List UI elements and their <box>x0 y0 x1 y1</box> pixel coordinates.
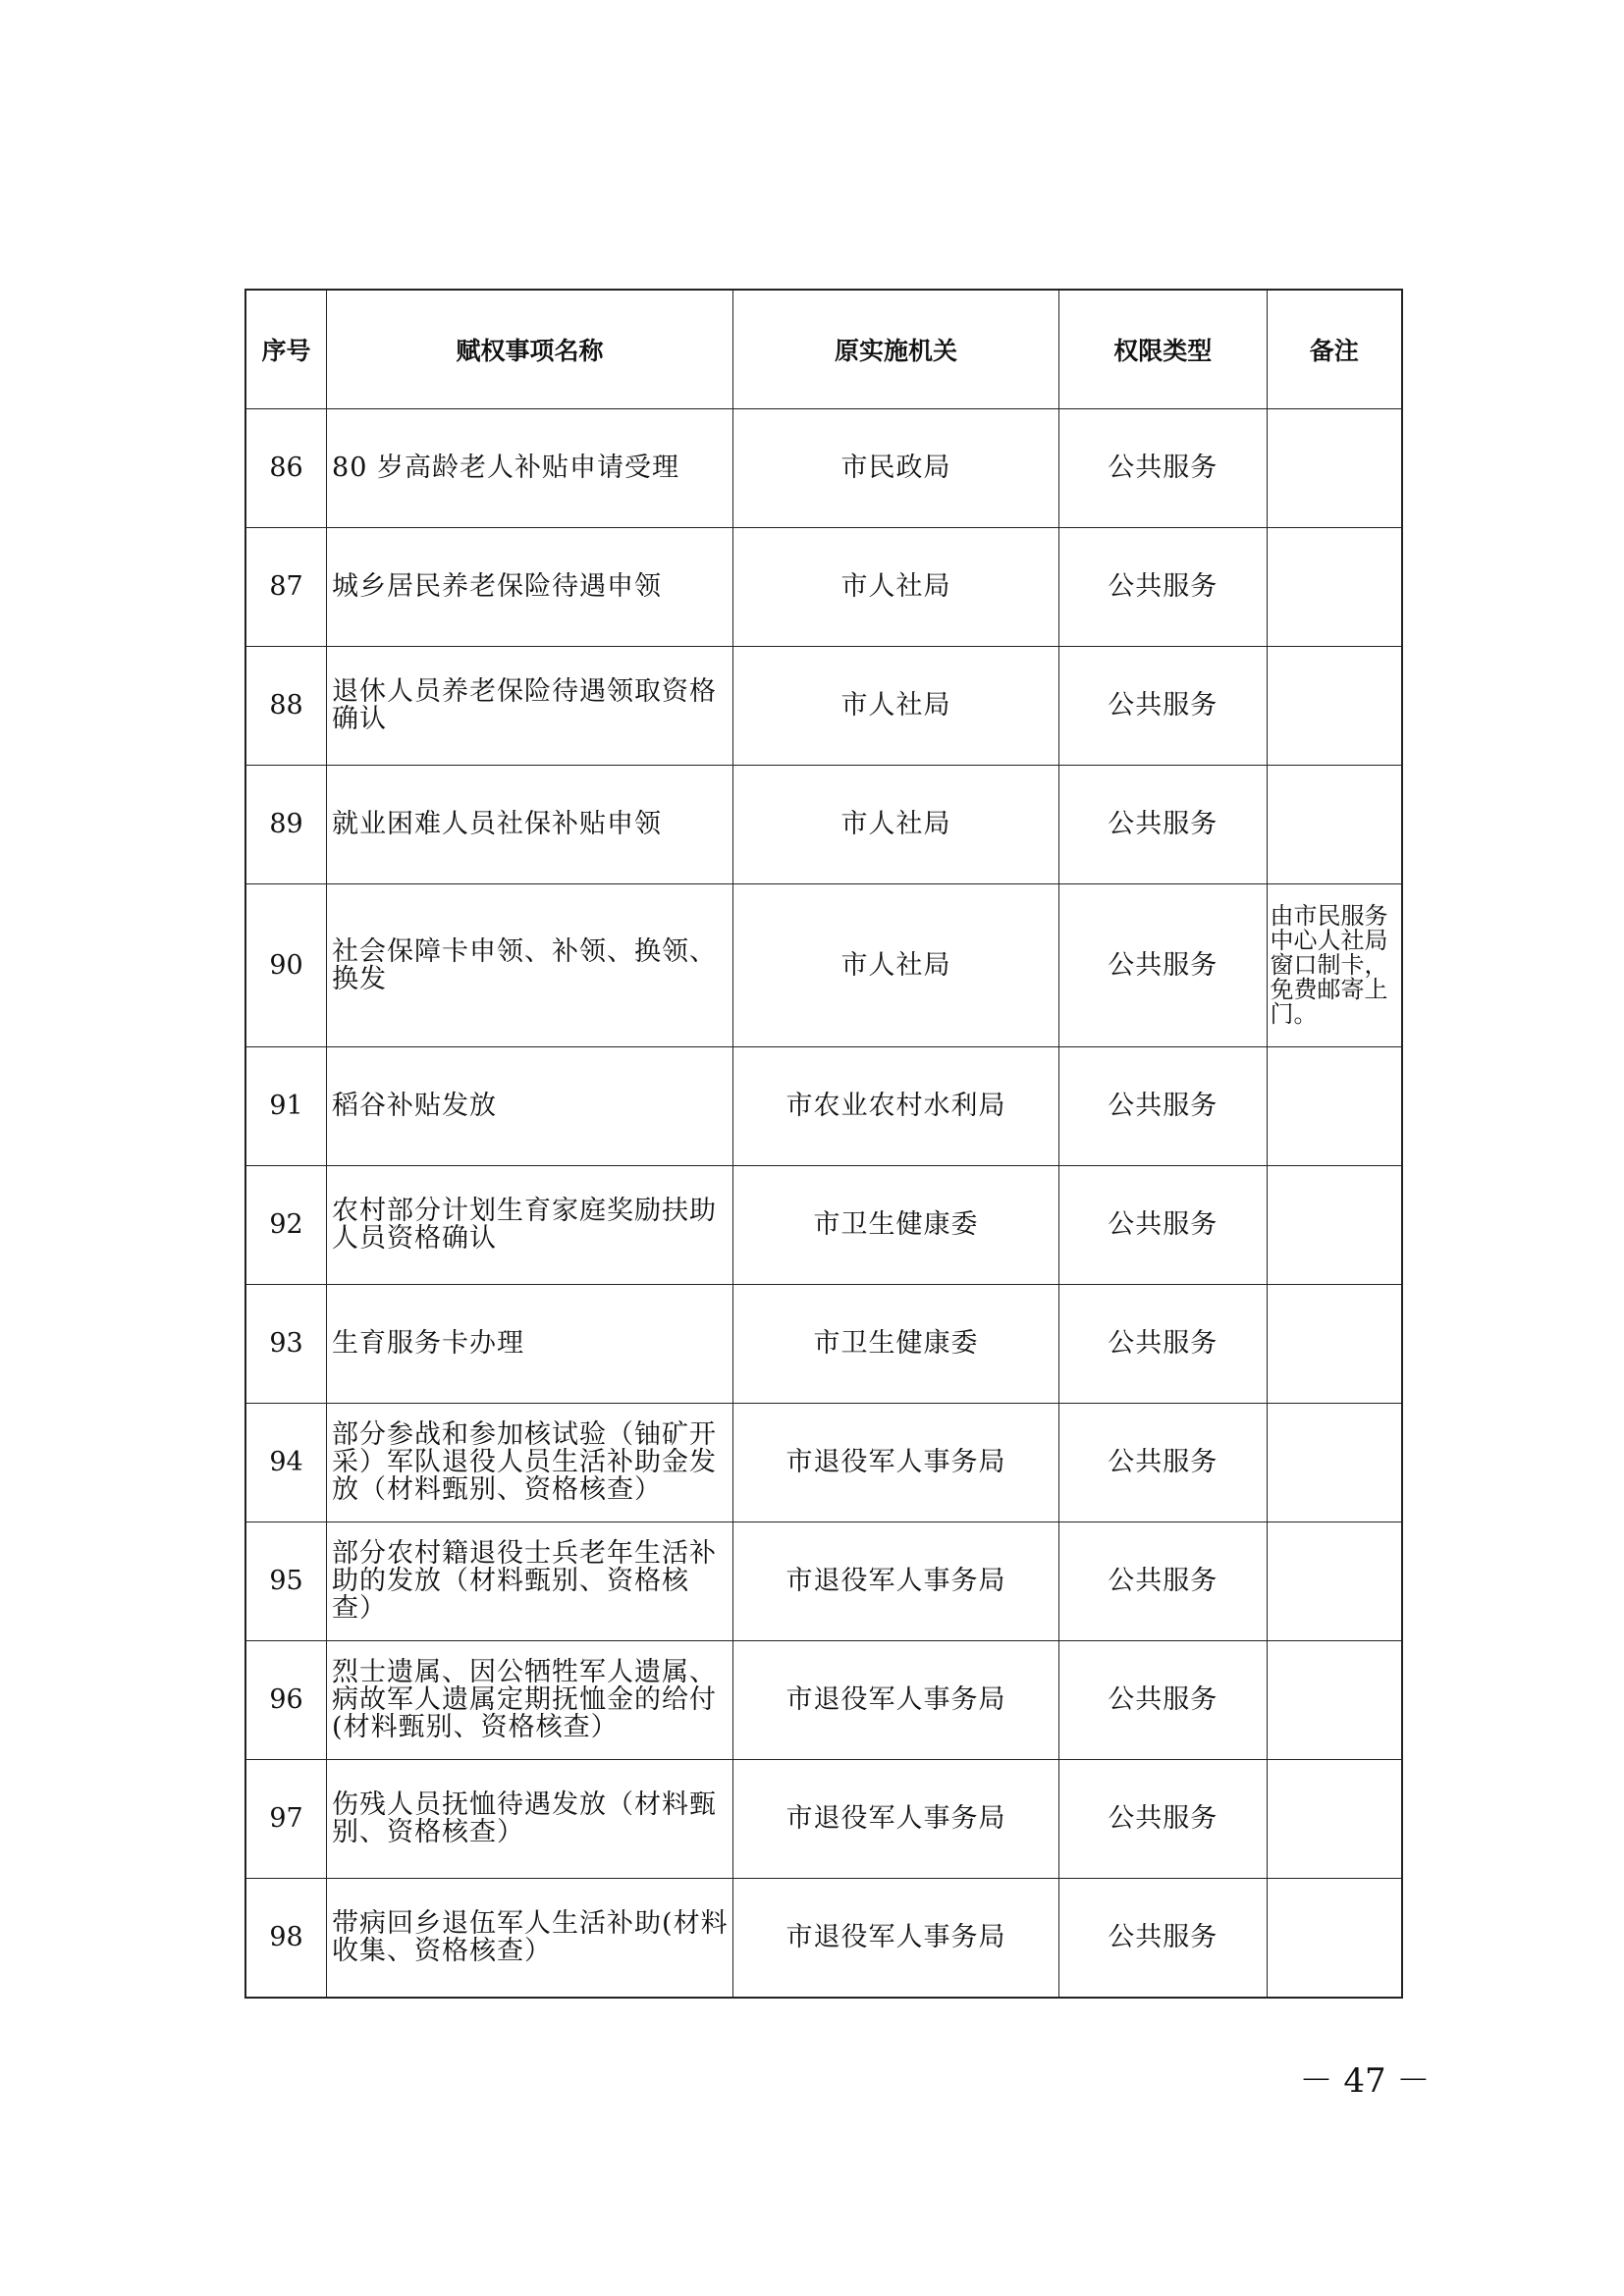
row-type: 公共服务 <box>1059 1166 1267 1285</box>
row-note <box>1267 647 1402 766</box>
row-org: 市人社局 <box>732 647 1058 766</box>
table-row <box>245 1404 1402 1522</box>
table-row <box>245 766 1402 884</box>
row-no: 88 <box>245 647 327 766</box>
row-org: 市卫生健康委 <box>732 1285 1058 1404</box>
row-no: 86 <box>245 409 327 528</box>
row-name: 社会保障卡申领、补领、换领、换发 <box>327 884 733 1047</box>
table-row <box>245 884 1402 1047</box>
row-org: 市民政局 <box>732 409 1058 528</box>
row-name: 稻谷补贴发放 <box>327 1047 733 1166</box>
row-org: 市退役军人事务局 <box>732 1879 1058 1999</box>
row-type: 公共服务 <box>1059 1641 1267 1760</box>
row-no: 96 <box>245 1641 327 1760</box>
row-type: 公共服务 <box>1059 1522 1267 1641</box>
table-header-row <box>245 290 1402 409</box>
row-type: 公共服务 <box>1059 409 1267 528</box>
row-type: 公共服务 <box>1059 647 1267 766</box>
row-note: 由市民服务中心人社局窗口制卡，免费邮寄上门。 <box>1267 884 1402 1047</box>
row-note <box>1267 528 1402 647</box>
row-no: 92 <box>245 1166 327 1285</box>
row-org: 市退役军人事务局 <box>732 1641 1058 1760</box>
row-no: 87 <box>245 528 327 647</box>
row-type: 公共服务 <box>1059 884 1267 1047</box>
row-org: 市退役军人事务局 <box>732 1522 1058 1641</box>
row-org: 市退役军人事务局 <box>732 1760 1058 1879</box>
row-note <box>1267 1047 1402 1166</box>
table-row <box>245 1641 1402 1760</box>
row-no: 91 <box>245 1047 327 1166</box>
row-org: 市农业农村水利局 <box>732 1047 1058 1166</box>
table-row <box>245 409 1402 528</box>
row-name: 农村部分计划生育家庭奖励扶助人员资格确认 <box>327 1166 733 1285</box>
row-no: 97 <box>245 1760 327 1879</box>
row-note <box>1267 1285 1402 1404</box>
header-no: 序号 <box>245 290 327 409</box>
row-note <box>1267 1522 1402 1641</box>
table-row <box>245 1522 1402 1641</box>
row-name: 带病回乡退伍军人生活补助(材料收集、资格核查） <box>327 1879 733 1999</box>
row-org: 市退役军人事务局 <box>732 1404 1058 1522</box>
row-note <box>1267 766 1402 884</box>
row-name: 伤残人员抚恤待遇发放（材料甄别、资格核查） <box>327 1760 733 1879</box>
header-name: 赋权事项名称 <box>327 290 733 409</box>
table-row <box>245 1760 1402 1879</box>
row-name: 就业困难人员社保补贴申领 <box>327 766 733 884</box>
page-number: － 47 － <box>1299 2061 1431 2101</box>
matters-table <box>244 289 1403 1999</box>
row-name: 80 岁高龄老人补贴申请受理 <box>327 409 733 528</box>
row-type: 公共服务 <box>1059 528 1267 647</box>
row-type: 公共服务 <box>1059 1404 1267 1522</box>
row-type: 公共服务 <box>1059 766 1267 884</box>
row-no: 94 <box>245 1404 327 1522</box>
table-row <box>245 1047 1402 1166</box>
row-org: 市人社局 <box>732 528 1058 647</box>
table-row <box>245 1285 1402 1404</box>
row-type: 公共服务 <box>1059 1760 1267 1879</box>
row-no: 98 <box>245 1879 327 1999</box>
row-no: 93 <box>245 1285 327 1404</box>
row-name: 城乡居民养老保险待遇申领 <box>327 528 733 647</box>
header-note: 备注 <box>1267 290 1402 409</box>
row-name: 部分农村籍退役士兵老年生活补助的发放（材料甄别、资格核查） <box>327 1522 733 1641</box>
row-no: 95 <box>245 1522 327 1641</box>
table-row <box>245 1879 1402 1999</box>
row-note <box>1267 1760 1402 1879</box>
table-row <box>245 1166 1402 1285</box>
row-name: 生育服务卡办理 <box>327 1285 733 1404</box>
row-name: 烈士遗属、因公牺牲军人遗属、病故军人遗属定期抚恤金的给付(材料甄别、资格核查） <box>327 1641 733 1760</box>
table-row <box>245 528 1402 647</box>
row-org: 市卫生健康委 <box>732 1166 1058 1285</box>
row-name: 部分参战和参加核试验（铀矿开采）军队退役人员生活补助金发放（材料甄别、资格核查） <box>327 1404 733 1522</box>
row-name: 退休人员养老保险待遇领取资格确认 <box>327 647 733 766</box>
row-no: 90 <box>245 884 327 1047</box>
row-type: 公共服务 <box>1059 1285 1267 1404</box>
row-type: 公共服务 <box>1059 1879 1267 1999</box>
row-no: 89 <box>245 766 327 884</box>
row-note <box>1267 1641 1402 1760</box>
row-note <box>1267 1404 1402 1522</box>
row-note <box>1267 1166 1402 1285</box>
header-type: 权限类型 <box>1059 290 1267 409</box>
table-row <box>245 647 1402 766</box>
row-note <box>1267 409 1402 528</box>
row-type: 公共服务 <box>1059 1047 1267 1166</box>
row-note <box>1267 1879 1402 1999</box>
row-org: 市人社局 <box>732 766 1058 884</box>
row-org: 市人社局 <box>732 884 1058 1047</box>
header-org: 原实施机关 <box>732 290 1058 409</box>
